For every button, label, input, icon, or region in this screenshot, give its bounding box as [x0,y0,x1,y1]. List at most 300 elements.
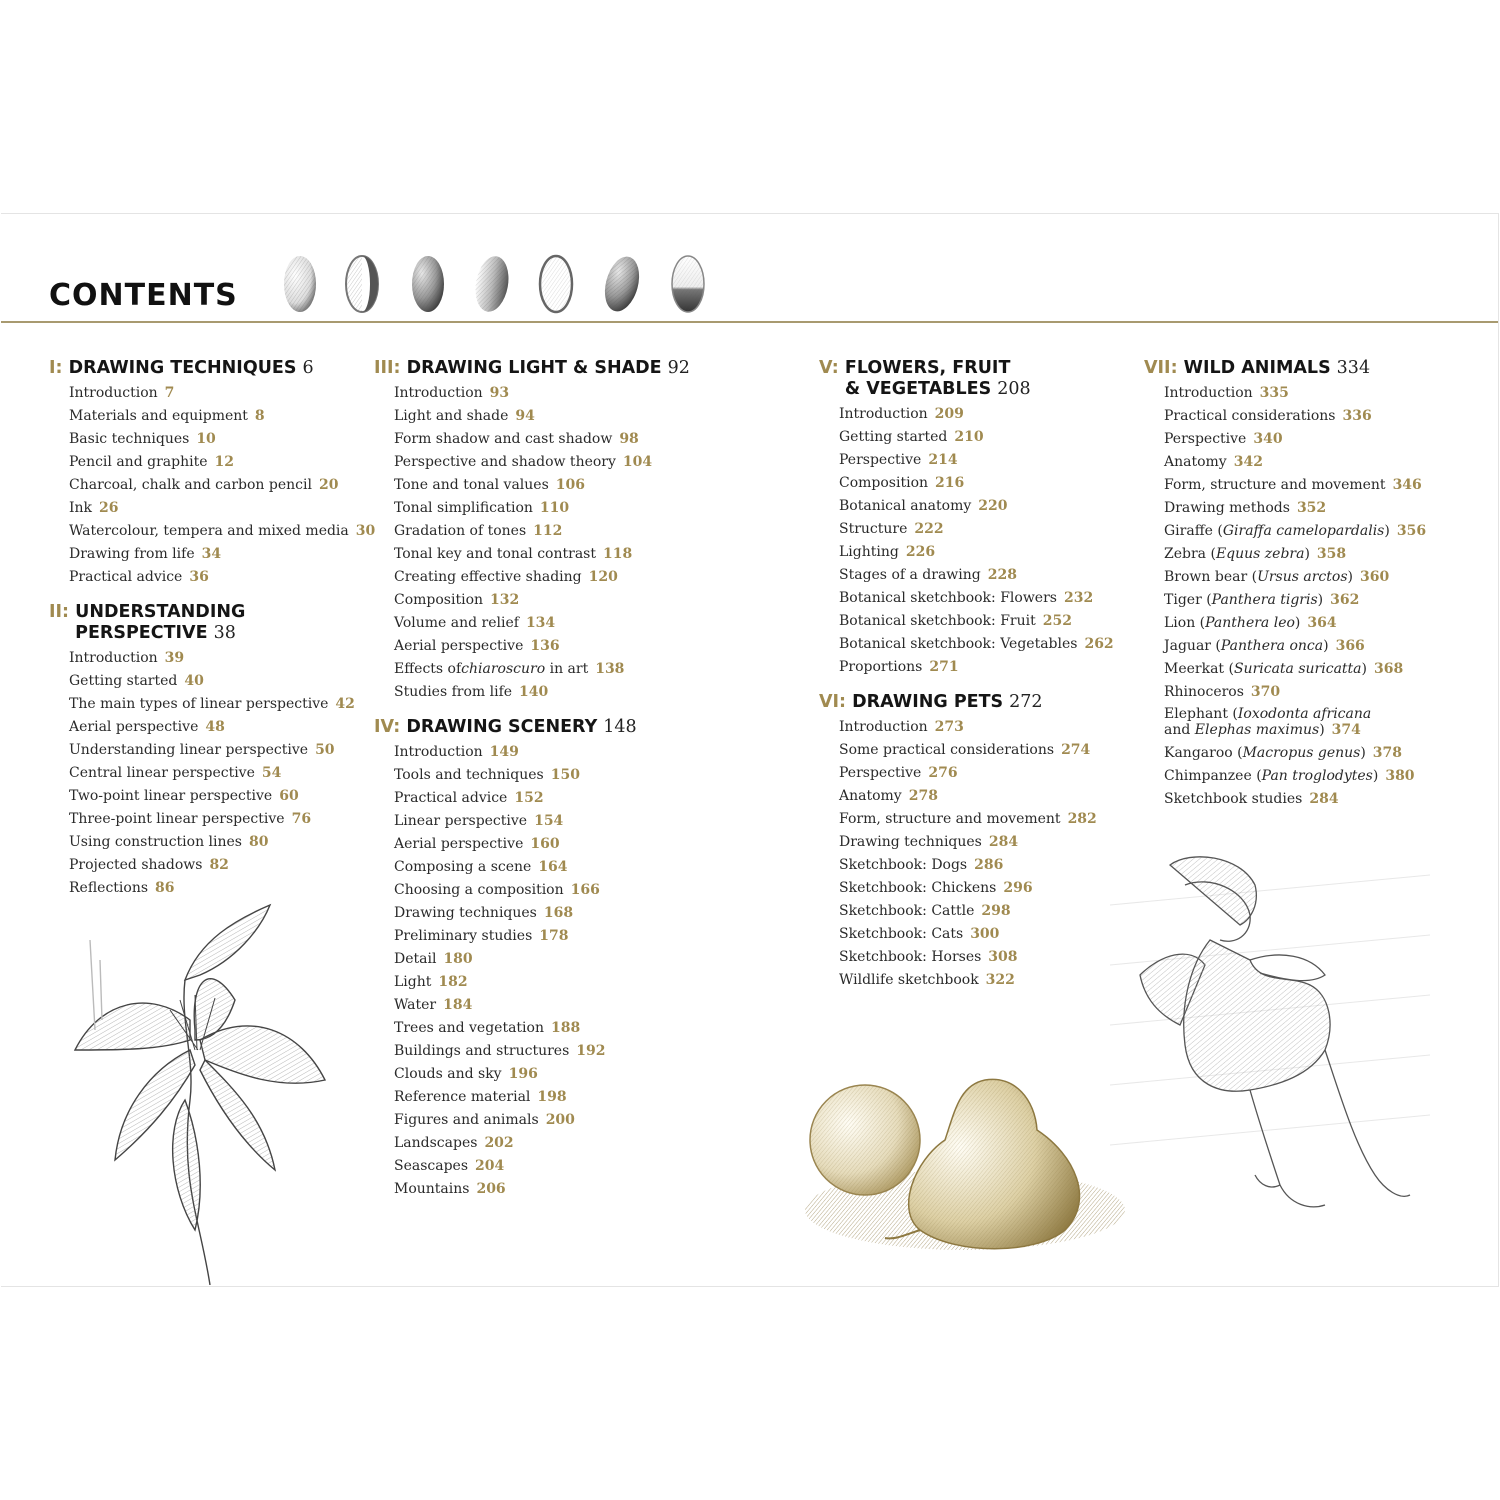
toc-entry[interactable] [839,716,1114,739]
reclining-figure-sketch [1110,845,1430,1245]
entry-text-after: ) [1347,569,1353,585]
entry-text: Sketchbook studies [1164,791,1303,807]
oval-5 [540,256,572,312]
entry-text: Materials and equipment [69,408,248,424]
entry-text: Practical advice [69,569,183,585]
entry-page: 178 [539,928,569,944]
entry-italic2: Elephas maximus [1194,722,1320,738]
toc-entry[interactable] [69,877,375,900]
entry-page: 342 [1233,454,1263,470]
section-heading [49,358,375,379]
entry-text: Water [394,997,437,1013]
entry-page: 366 [1335,638,1365,654]
toc-entry[interactable] [394,497,690,520]
entry-text: Drawing techniques [394,905,537,921]
toc-entry[interactable] [394,658,690,681]
entry-text: Giraffe ( [1164,523,1223,539]
entry-page: 112 [533,523,563,539]
entry-text: Form, structure and movement [839,811,1061,827]
entry-italic: Giraffa camelopardalis [1222,523,1385,539]
entry-page: 370 [1250,684,1281,700]
entry-page: 273 [934,719,964,735]
entry-page: 214 [928,452,958,468]
toc-entry[interactable] [394,382,690,405]
entry-page: 104 [622,454,653,470]
entry-page: 198 [537,1089,567,1105]
entry-page: 252 [1042,613,1072,629]
entry-page: 134 [525,615,556,631]
entry-italic: chiaroscuro [461,661,546,677]
entry-text: Creating effective shading [394,569,582,585]
toc-entry[interactable] [394,1086,690,1109]
toc-entry[interactable] [839,900,1114,923]
entry-text: Trees and vegetation [394,1020,544,1036]
entry-text: Sketchbook: Cattle [839,903,975,919]
entry-text: Charcoal, chalk and carbon pencil [69,477,312,493]
toc-entry[interactable] [839,656,1114,679]
entry-text: Composition [394,592,484,608]
entry-text: Drawing methods [1164,500,1290,516]
entry-page: 10 [196,431,216,447]
toc-entry[interactable] [1164,765,1426,788]
entry-text: Rhinoceros [1164,684,1244,700]
toc-entry[interactable] [394,405,690,428]
contents-column-1 [49,358,375,913]
entry-text: Central linear perspective [69,765,255,781]
entry-text: Tone and tonal values [394,477,549,493]
entry-page: 39 [164,650,185,666]
entry-page: 42 [335,696,355,712]
entry-text: Anatomy [839,788,902,804]
entry-page: 352 [1296,500,1327,516]
entry-text-after: ) [1372,768,1379,784]
section-title-wrap [845,358,1031,400]
entry-page: 196 [508,1066,538,1082]
section-title: FLOWERS, FRUIT [844,358,1011,378]
entry-page: 356 [1396,523,1427,539]
entry-text: Tiger ( [1164,592,1212,608]
entry-page: 149 [489,744,519,760]
toc-entry[interactable] [394,1040,690,1063]
toc-entry[interactable] [1164,497,1426,520]
orange-and-pear-sketch [805,1060,1145,1260]
entry-text: Elephant ( [1164,706,1238,722]
toc-entry[interactable] [69,854,375,877]
toc-entry[interactable] [394,925,690,948]
section-page: 208 [997,379,1031,399]
entry-text: Aerial perspective [69,719,199,735]
toc-entry[interactable] [839,831,1114,854]
entry-italic: Macropus genus [1242,745,1361,761]
section-heading [374,358,690,379]
entry-page: 335 [1259,385,1289,401]
toc-entry[interactable] [69,520,375,543]
entry-text: Perspective and shadow theory [394,454,616,470]
toc-entry[interactable] [839,739,1114,762]
section-page: 334 [1336,358,1371,378]
toc-entry[interactable] [1164,566,1426,589]
toc-entry[interactable] [1164,635,1426,658]
entry-text: Jaguar ( [1164,638,1221,654]
toc-entry[interactable] [69,647,375,670]
section-title-line2: PERSPECTIVE [75,623,208,643]
toc-entry[interactable] [1164,451,1426,474]
section-title: DRAWING TECHNIQUES [68,358,297,378]
toc-entry[interactable] [69,405,375,428]
entry-page: 138 [595,661,625,677]
entry-text: Choosing a composition [394,882,564,898]
entry-page: 80 [248,834,269,850]
entry-page: 54 [261,765,282,781]
toc-entry[interactable] [394,474,690,497]
entry-text: Composing a scene [394,859,532,875]
toc-entry[interactable] [69,428,375,451]
section-title: DRAWING SCENERY [406,717,598,737]
section-title-wrap [1184,358,1370,379]
entry-page: 340 [1253,431,1283,447]
entry-page: 202 [484,1135,514,1151]
entry-page: 322 [985,972,1015,988]
toc-entry[interactable] [69,785,375,808]
toc-entry[interactable] [839,403,1114,426]
entry-page: 286 [974,857,1004,873]
entry-line2-text: and [1164,722,1195,738]
entry-text: Aerial perspective [394,836,524,852]
section-title-wrap [69,358,314,379]
section-heading [1144,358,1426,379]
toc-entry[interactable] [839,923,1114,946]
section-title-wrap [407,358,690,379]
toc-entry[interactable] [69,762,375,785]
toc-entry[interactable] [69,808,375,831]
toc-entry[interactable] [69,739,375,762]
toc-entry[interactable] [839,633,1114,656]
oval-7 [672,256,704,312]
toc-entry[interactable] [1164,742,1426,765]
section-title-wrap [75,602,245,644]
toc-section [49,358,375,589]
entry-text: Three-point linear perspective [69,811,285,827]
entry-page: 204 [475,1158,505,1174]
entry-text: Ink [69,500,93,516]
oval-4 [471,254,512,315]
entry-page: 182 [438,974,468,990]
toc-entry[interactable] [394,856,690,879]
section-number: IV: [374,717,407,737]
toc-entry[interactable] [1164,704,1426,742]
entry-text: Understanding linear perspective [69,742,309,758]
section-page: 148 [603,717,637,737]
toc-entry[interactable] [839,472,1114,495]
entry-text: Basic techniques [69,431,190,447]
lily-flower-sketch [60,900,330,1285]
toc-entry[interactable] [394,543,690,566]
entry-text: Tools and techniques [394,767,544,783]
entry-line2 [1164,722,1426,738]
toc-entry[interactable] [839,587,1114,610]
toc-entry[interactable] [394,451,690,474]
entry-page: 160 [530,836,560,852]
toc-entry[interactable] [394,810,690,833]
entry-page: 60 [279,788,299,804]
toc-entry[interactable] [394,787,690,810]
section-title: DRAWING PETS [852,692,1004,712]
entry-page: 150 [550,767,580,783]
toc-entry[interactable] [69,693,375,716]
entry-page: 94 [515,408,535,424]
toc-entry[interactable] [839,854,1114,877]
section-title: DRAWING LIGHT & SHADE [406,358,662,378]
toc-entry[interactable] [394,1178,690,1201]
entry-page: 180 [443,951,473,967]
entry-page: 346 [1392,477,1422,493]
entry-page: 308 [988,949,1018,965]
section-page: 92 [667,358,690,378]
toc-entry[interactable] [839,785,1114,808]
section-number: V: [819,358,845,378]
oval-3 [412,256,444,312]
entry-page: 276 [928,765,958,781]
toc-entry[interactable] [69,566,375,589]
entry-text: Effects of [394,661,462,677]
toc-entry[interactable] [839,969,1114,992]
entry-page: 93 [489,385,510,401]
entry-text-after: ) [1360,745,1366,761]
entry-page: 192 [576,1043,606,1059]
section-number: I: [49,358,69,378]
toc-entry[interactable] [1164,428,1426,451]
toc-section [49,602,375,900]
oval-shading-studies [278,252,718,322]
toc-entry[interactable] [394,879,690,902]
entry-text: Stages of a drawing [839,567,981,583]
section-heading [374,717,690,738]
toc-entry[interactable] [394,681,690,704]
toc-entry[interactable] [1164,612,1426,635]
entry-page: 284 [988,834,1019,850]
entry-text: Clouds and sky [394,1066,502,1082]
entry-page: 164 [538,859,568,875]
toc-entry[interactable] [394,635,690,658]
entry-page: 380 [1385,768,1415,784]
entry-text: Landscapes [394,1135,478,1151]
entry-page: 82 [209,857,229,873]
entry-page: 140 [519,684,549,700]
entry-text: Botanical sketchbook: Vegetables [839,636,1078,652]
toc-entry[interactable] [394,741,690,764]
entry-italic: Suricata suricatta [1233,661,1362,677]
entry-text: Sketchbook: Horses [839,949,982,965]
entry-page: 378 [1372,745,1403,761]
toc-entry[interactable] [394,428,690,451]
toc-entry[interactable] [839,426,1114,449]
toc-entry[interactable] [839,449,1114,472]
toc-entry[interactable] [839,541,1114,564]
section-title-wrap [406,717,636,738]
toc-entry[interactable] [69,382,375,405]
entry-text: Practical advice [394,790,508,806]
toc-entry[interactable] [839,495,1114,518]
toc-entry[interactable] [394,971,690,994]
entry-italic: Panthera tigris [1211,592,1318,608]
toc-entry[interactable] [394,1155,690,1178]
toc-entry[interactable] [1164,589,1426,612]
entry-text: Watercolour, tempera and mixed media [69,523,349,539]
page-title: CONTENTS [49,278,238,313]
entry-text: Form shadow and cast shadow [394,431,613,447]
toc-entry[interactable] [1164,788,1426,811]
section-title: UNDERSTANDING [75,602,246,622]
entry-text: Kangaroo ( [1164,745,1243,761]
entry-text: Introduction [839,406,928,422]
entry-text: Practical considerations [1164,408,1336,424]
toc-entry[interactable] [394,589,690,612]
section-number: II: [49,602,76,622]
entry-page: 216 [935,475,965,491]
entry-text: Tonal key and tonal contrast [394,546,596,562]
entry-text: Drawing from life [69,546,195,562]
title-rule [1,321,1498,323]
entry-text: Lion ( [1164,615,1206,631]
entry-text: Anatomy [1164,454,1227,470]
entry-italic: Equus zebra [1215,546,1305,562]
entry-text: Introduction [839,719,928,735]
entry-page: 210 [954,429,984,445]
entry-text: The main types of linear perspective [69,696,329,712]
entry-text: Wildlife sketchbook [839,972,979,988]
entry-page: 20 [318,477,339,493]
toc-entry[interactable] [1164,520,1426,543]
section-page: 272 [1009,692,1043,712]
entry-page: 300 [970,926,1000,942]
entry-text: Introduction [394,744,483,760]
entry-text: Sketchbook: Dogs [839,857,968,873]
entry-text: Perspective [839,452,922,468]
toc-entry[interactable] [1164,543,1426,566]
entry-page: 168 [543,905,574,921]
toc-entry[interactable] [394,994,690,1017]
entry-text: Structure [839,521,908,537]
toc-entry[interactable] [1164,474,1426,497]
entry-text: Aerial perspective [394,638,524,654]
toc-entry[interactable] [394,948,690,971]
entry-page: 228 [987,567,1017,583]
section-page: 6 [302,358,314,378]
toc-entry[interactable] [69,497,375,520]
entry-page: 374 [1331,722,1361,738]
section-title-line2: & VEGETABLES [844,379,992,399]
toc-entry[interactable] [839,946,1114,969]
oval-2 [346,256,378,312]
entry-text: Detail [394,951,437,967]
toc-entry[interactable] [394,1063,690,1086]
entry-text: Projected shadows [69,857,203,873]
entry-page: 86 [155,880,175,896]
entry-page: 200 [545,1112,575,1128]
entry-text: Introduction [69,650,158,666]
entry-text: Two-point linear perspective [69,788,273,804]
toc-entry[interactable] [394,566,690,589]
entry-text: Proportions [839,659,923,675]
toc-entry[interactable] [394,1109,690,1132]
toc-entry[interactable] [839,808,1114,831]
entry-text: Perspective [1164,431,1247,447]
entry-text: Volume and relief [394,615,519,631]
entry-text: Lighting [839,544,899,560]
toc-entry[interactable] [394,764,690,787]
section-title-wrap [852,692,1042,713]
entry-text: Composition [839,475,929,491]
toc-entry[interactable] [394,520,690,543]
entry-text: Perspective [839,765,922,781]
entry-page: 282 [1067,811,1097,827]
toc-entry[interactable] [394,1132,690,1155]
toc-entry[interactable] [69,543,375,566]
toc-entry[interactable] [1164,405,1426,428]
entry-text-after: ) [1294,615,1301,631]
entry-page: 110 [539,500,570,516]
section-number: III: [374,358,407,378]
toc-entry[interactable] [394,612,690,635]
contents-column-2 [374,358,690,1214]
entry-text-after: ) [1304,546,1310,562]
entry-page: 358 [1316,546,1347,562]
entry-text: Introduction [69,385,158,401]
entry-page: 76 [291,811,312,827]
entry-text: Light [394,974,432,990]
entry-page: 50 [315,742,335,758]
toc-section [374,717,690,1201]
entry-page: 34 [201,546,222,562]
toc-entry[interactable] [69,716,375,739]
entry-page: 298 [981,903,1011,919]
toc-entry[interactable] [69,474,375,497]
entry-page: 166 [570,882,600,898]
toc-section [819,692,1114,992]
toc-entry[interactable] [839,564,1114,587]
section-title: WILD ANIMALS [1183,358,1331,378]
entry-page: 48 [205,719,225,735]
toc-entry[interactable] [394,1017,690,1040]
toc-entry[interactable] [69,670,375,693]
contents-column-3 [819,358,1114,1005]
toc-section [819,358,1114,679]
toc-entry[interactable] [839,877,1114,900]
toc-entry[interactable] [394,833,690,856]
toc-entry[interactable] [394,902,690,925]
entry-page: 262 [1084,636,1114,652]
entry-page: 154 [534,813,564,829]
entry-text-after: ) [1323,638,1329,654]
toc-entry[interactable] [69,831,375,854]
toc-entry[interactable] [839,610,1114,633]
entry-text: Studies from life [394,684,513,700]
toc-entry[interactable] [839,518,1114,541]
toc-entry[interactable] [1164,382,1426,405]
entry-page: 132 [490,592,520,608]
toc-entry[interactable] [839,762,1114,785]
section-number: VI: [819,692,853,712]
toc-entry[interactable] [1164,658,1426,681]
entry-page: 8 [254,408,265,424]
entry-page: 222 [914,521,944,537]
entry-text: Getting started [69,673,178,689]
entry-page: 118 [602,546,633,562]
toc-entry[interactable] [1164,681,1426,704]
entry-text-after: ) [1384,523,1390,539]
toc-entry[interactable] [69,451,375,474]
section-heading [819,692,1114,713]
